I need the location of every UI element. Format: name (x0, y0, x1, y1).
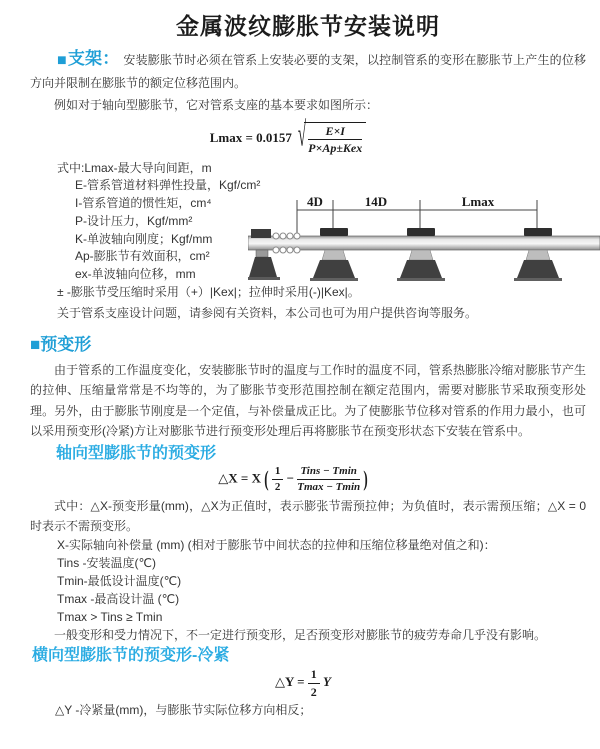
lmax-formula-denominator: P×Ap±Kex (308, 141, 363, 156)
minus-operator: − (286, 470, 294, 486)
close-paren: ) (363, 465, 368, 492)
half-numerator: 1 (272, 465, 284, 480)
lmax-formula (30, 118, 546, 156)
axial-predeform-formula (30, 465, 556, 494)
temperature-item: Tmax -最高设计温 (℃) (57, 592, 180, 607)
lateral-subheading: 横向型膨胀节的预变形-冷紧 (32, 647, 230, 665)
half-denominator: 2 (274, 480, 281, 493)
axial-note: 一般变形和受力情况下，不一定进行预变形，足否预变形对膨胀节的疲劳寿命几乎没有影响。 (54, 628, 547, 643)
lateral-coldpull-formula (30, 667, 576, 699)
open-paren: ( (264, 465, 269, 492)
temp-denominator: Tmax − Tmin (297, 480, 361, 493)
definitions-and-diagram (30, 160, 586, 302)
temperature-item: Tmin-最低设计温度(℃) (57, 574, 182, 589)
sqrt-symbol-icon: √ (297, 118, 307, 156)
support-intro-text: 安装膨胀节时必须在管系上安装必要的支架，以控制管系的变形在膨胀节上产生的位移方向并限制在膨胀节的额定位移范围内。 (30, 53, 586, 90)
predeform-section-heading (30, 334, 586, 356)
axial-explain: 式中：△X-预变形量(mm)，△X为正值时，表示膨张节需预拉伸；为负值时，表示需预压缩；△X = 0时表示不需预变形。 (30, 499, 586, 534)
lateral-formula-lhs: △Y = (274, 674, 305, 690)
half-numerator: 1 (308, 667, 320, 683)
support-intro-paragraph (30, 48, 586, 94)
definition-item: ex-单波轴向位移，mm (75, 267, 196, 281)
temperature-item: Tmax > Tins ≥ Tmin (57, 610, 163, 625)
one-half-fraction (272, 465, 284, 494)
section-marker-icon: ■ (30, 334, 41, 354)
lmax-formula-numerator: E×I (308, 124, 362, 140)
definition-item: ± -膨胀节受压缩时采用（+）|Kex|；拉伸时采用(-)|Kex|。 (57, 284, 360, 299)
lateral-note: △Y -冷紧量(mm)，与膨胀节实际位移方向相反； (55, 702, 312, 717)
page-title: 金属波纹膨胀节安装说明 (176, 13, 440, 39)
section-marker-icon: ■ (57, 52, 67, 69)
definition-item: P-设计压力，Kgf/mm² (75, 213, 193, 228)
axial-formula-lhs: △X = X (218, 470, 261, 486)
axial-x-definition: X-实际轴向补偿量 (mm) (相对于膨胀节中间状态的拉伸和压缩位移量绝对值之和)： (57, 538, 496, 553)
radicand (304, 122, 366, 156)
temperature-definitions-list (30, 554, 586, 626)
one-half-fraction (308, 667, 320, 699)
lmax-formula-lhs: Lmax = 0.0157 (209, 129, 292, 145)
definition-item: Ap-膨胀节有效面积，cm² (75, 249, 210, 264)
dim-label-14d: 14D (364, 193, 388, 209)
dim-label-4d: 4D (307, 193, 323, 209)
support-example-line: 例如对于轴向型膨胀节，它对管系支座的基本要求如图所示： (54, 98, 379, 112)
pipe-support-diagram (248, 192, 600, 284)
support-section-label: 支架： (67, 49, 120, 68)
definition-item: K-单波轴向刚度；Kgf/mm (75, 231, 213, 246)
temperature-item: Tins -安装温度(℃) (57, 556, 157, 571)
temperature-fraction (297, 465, 360, 494)
temp-numerator: Tins − Tmin (297, 465, 360, 480)
consult-note: 关于管系支座设计问题，请参阅有关资料，本公司也可为用户提供咨询等服务。 (57, 305, 478, 320)
dim-label-lmax: Lmax (461, 193, 495, 209)
pipe (248, 236, 600, 250)
definition-item: 式中:Lmax-最大导向间距，m (57, 160, 212, 175)
definition-item: I-管系管道的惯性矩，cm⁴ (75, 196, 212, 211)
definition-item: E-管系管道材料弹性投量，Kgf/cm² (75, 178, 261, 193)
document-page (0, 12, 600, 719)
axial-subheading: 轴向型膨胀节的预变形 (56, 444, 217, 462)
lateral-formula-rhs: Y (323, 674, 331, 690)
predeform-section-label: 预变形 (40, 334, 92, 354)
predeform-body: 由于管系的工作温度变化，安装膨胀节时的温度与工作时的温度不同，管系热膨胀冷缩对膨胀节产生的拉伸、压缩量常常是不均等的，为了膨胀节变形范围控制在额定范围内，需要对膨胀节采取预变形处理。另外，由于膨胀节刚度是一个定值，与补偿量成正比。为了使膨胀节位移对管系的作用力最小，也可以采用预变形(冷紧)方让对膨胀节进行预变形处理后再将膨胀节在预变形状态下安装在管系中。 (30, 362, 586, 439)
half-denominator: 2 (310, 684, 317, 699)
